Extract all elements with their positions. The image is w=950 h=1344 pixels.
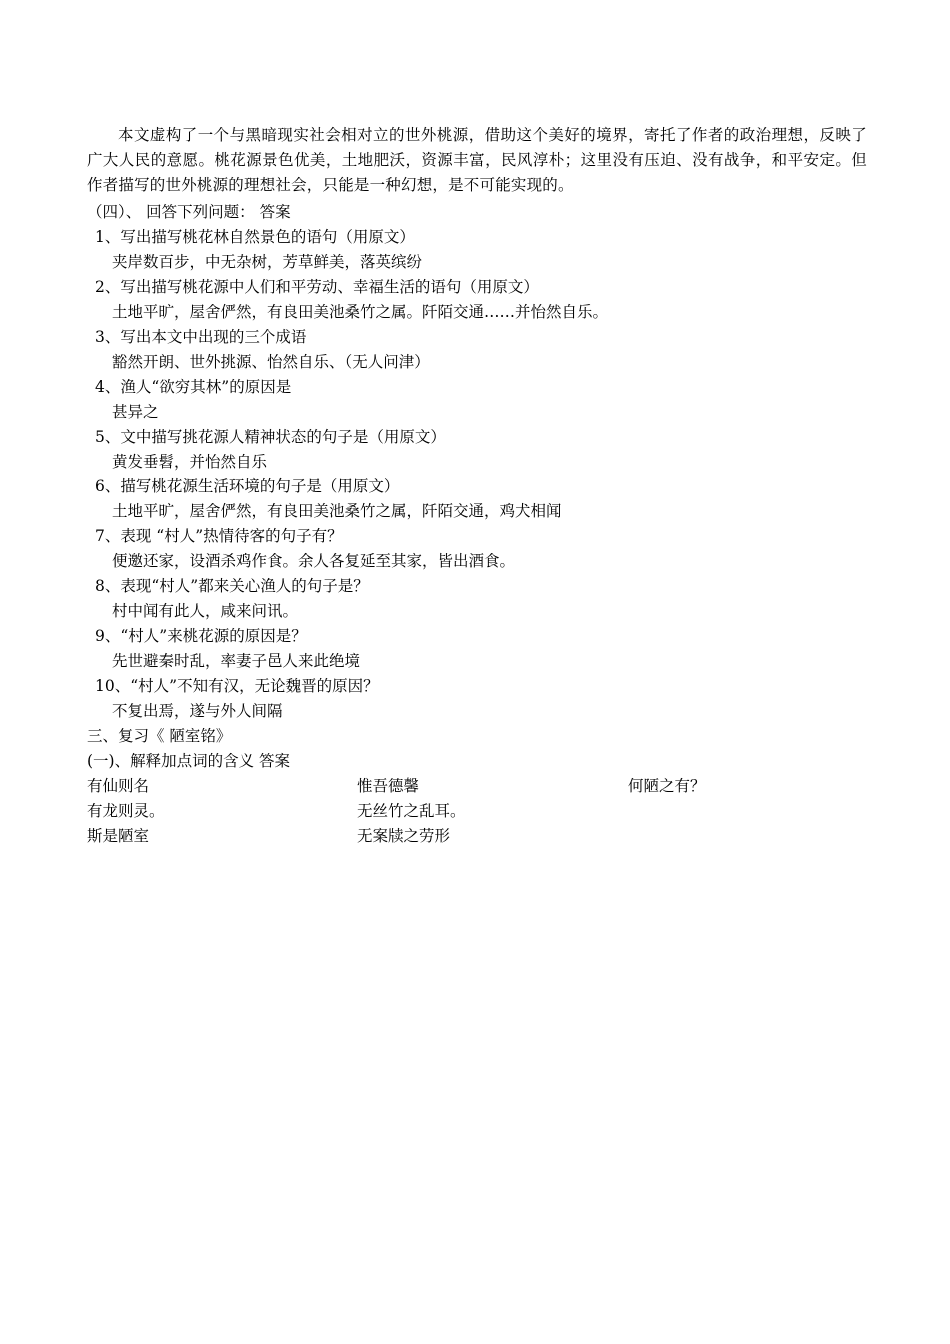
answer-7: 便邀还家，设酒杀鸡作食。余人各复延至其家，皆出酒食。 — [112, 552, 516, 570]
section-3-heading: 三、复习《 陋室铭》 — [87, 727, 232, 745]
answer-9: 先世避秦时乱，率妻子邑人来此绝境 — [112, 652, 361, 670]
question-7: 7、表现 “村人”热情待客的句子有？ — [95, 527, 343, 545]
vocab-item: 无丝竹之乱耳。 — [357, 802, 466, 820]
question-1: 1、写出描写桃花林自然景色的语句（用原文） — [95, 228, 415, 246]
vocab-item: 惟吾德馨 — [357, 777, 420, 795]
section-4-heading: （四）、 回答下列问题： 答案 — [87, 203, 291, 221]
intro-paragraph: 本文虚构了一个与黑暗现实社会相对立的世外桃源，借助这个美好的境界，寄托了作者的政治理想，反映了广大人民的意愿。桃花源景色优美，土地肥沃，资源丰富，民风淳朴；这里没有压迫、没有战争，和平安定。但作者描写的世外桃源的理想社会，只能是一种幻想，是不可能实现的。 — [87, 126, 867, 194]
vocab-item: 无案牍之劳形 — [357, 827, 451, 845]
question-4: 4、渔人“欲穷其林”的原因是 — [95, 378, 292, 396]
question-2: 2、写出描写桃花源中人们和平劳动、幸福生活的语句（用原文） — [95, 278, 539, 296]
vocab-item: 斯是陋室 — [87, 827, 150, 845]
answer-6: 土地平旷，屋舍俨然，有良田美池桑竹之属，阡陌交通，鸡犬相闻 — [112, 502, 562, 520]
answer-10: 不复出焉，遂与外人间隔 — [112, 702, 283, 720]
vocab-item: 何陋之有？ — [628, 777, 706, 795]
answer-3: 豁然开朗、世外挑源、怡然自乐、（无人问津） — [112, 353, 430, 371]
answer-4: 甚异之 — [112, 403, 159, 421]
answer-1: 夹岸数百步，中无杂树，芳草鲜美，落英缤纷 — [112, 253, 423, 271]
question-9: 9、“村人”来桃花源的原因是？ — [95, 627, 307, 645]
question-3: 3、写出本文中出现的三个成语 — [95, 328, 307, 346]
question-5: 5、文中描写挑花源人精神状态的句子是（用原文） — [95, 428, 446, 446]
question-6: 6、描写桃花源生活环境的句子是（用原文） — [95, 477, 400, 495]
answer-2: 土地平旷，屋舍俨然，有良田美池桑竹之属。阡陌交通……并怡然自乐。 — [112, 303, 609, 321]
question-10: 10、“村人”不知有汉，无论魏晋的原因？ — [95, 677, 379, 695]
vocab-item: 有仙则名 — [87, 777, 150, 795]
subsection-1-heading: (一)、解释加点词的含义 答案 — [87, 752, 291, 770]
question-8: 8、表现“村人”都来关心渔人的句子是？ — [95, 577, 369, 595]
answer-5: 黄发垂髫，并怡然自乐 — [112, 453, 268, 471]
vocab-item: 有龙则灵。 — [87, 802, 165, 820]
answer-8: 村中闻有此人，咸来问讯。 — [112, 602, 299, 620]
